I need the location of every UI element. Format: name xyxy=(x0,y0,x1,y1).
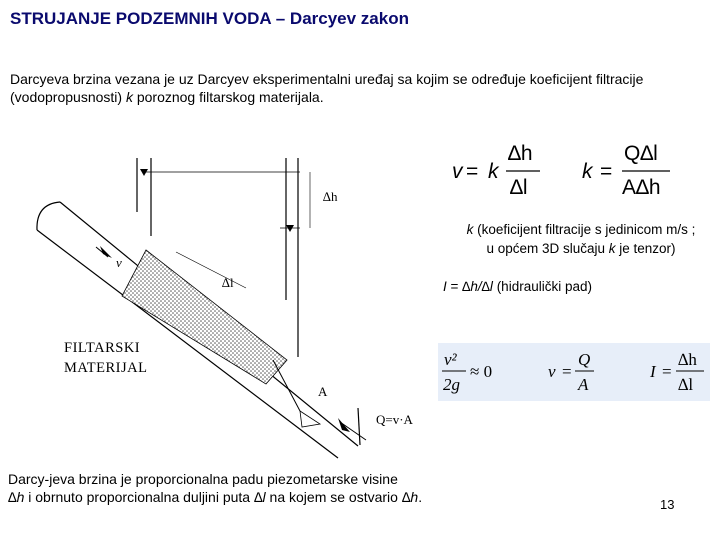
formula-dh: ∆h xyxy=(508,142,533,165)
eq-2g: 2g xyxy=(443,375,460,394)
formula-adh: A∆h xyxy=(622,176,661,199)
eq-A: A xyxy=(578,375,589,394)
formula-eq: = xyxy=(466,160,479,183)
equation-box xyxy=(438,343,710,401)
water-level-left-marker xyxy=(140,169,148,176)
label-dl: ∆l xyxy=(222,275,234,290)
label-material-2: MATERIJAL xyxy=(64,360,148,376)
eq-dl: ∆l xyxy=(678,375,694,394)
eq-equals2: = xyxy=(662,362,672,381)
outflow-arrow-line xyxy=(340,422,366,440)
label-Q: Q=v·A xyxy=(376,412,413,427)
k-description: k (koeficijent filtracije s jedinicom m/s ; u općem 3D slučaju k je tenzor) xyxy=(466,222,696,256)
page-number: 13 xyxy=(660,497,675,512)
intro-k: k xyxy=(125,89,133,105)
page-title: STRUJANJE PODZEMNIH VODA – Darcyev zakon xyxy=(10,9,409,28)
eq-Q: Q xyxy=(578,350,591,369)
eq-dh: ∆h xyxy=(678,350,697,369)
conclusion-paragraph: Darcy-jeva brzina je proporcionalna padu piezometarske visine ∆h i obrnuto proporcionalna duljini puta ∆l na kojem se ostvario ∆h. xyxy=(8,471,423,505)
formula-k2: k xyxy=(582,160,593,183)
label-dh: ∆h xyxy=(323,189,338,204)
piezometer-right xyxy=(286,158,298,357)
hydraulic-gradient-text: I = ∆h/∆l (hidraulički pad) xyxy=(443,279,592,294)
outflow-arrow-head xyxy=(338,418,350,432)
formula-dl: ∆l xyxy=(510,176,528,199)
eq-equals: = xyxy=(562,362,572,381)
water-level-right-marker xyxy=(286,225,294,232)
eq-approx: ≈ 0 xyxy=(470,362,493,381)
intro-text-2: poroznog filtarskog materijala. xyxy=(132,89,324,105)
eq-v2: v² xyxy=(444,350,457,369)
intro-paragraph xyxy=(10,70,700,106)
formula-v: v xyxy=(452,160,463,183)
label-material-1: FILTARSKI xyxy=(64,340,141,356)
cross-section-line xyxy=(273,360,300,411)
intro-text-1: Darcyeva brzina vezana je uz Darcyev eksperimentalni uređaj sa kojim se određuje koeficijent filtracije (vodopropusnosti) xyxy=(10,71,644,105)
darcy-apparatus-diagram xyxy=(0,140,440,460)
eq-v: v xyxy=(548,362,556,381)
label-v: v xyxy=(116,255,122,270)
formula-eq2: = xyxy=(600,160,613,183)
pipe-inlet-end xyxy=(37,202,60,230)
formula-qdl: Q∆l xyxy=(624,142,658,165)
formula-k: k xyxy=(488,160,499,183)
darcy-formulas xyxy=(440,138,710,206)
eq-I: I xyxy=(650,362,656,381)
label-A: A xyxy=(318,384,328,399)
cross-section-wedge xyxy=(300,411,320,427)
pipe-outlet-cut xyxy=(358,408,360,445)
